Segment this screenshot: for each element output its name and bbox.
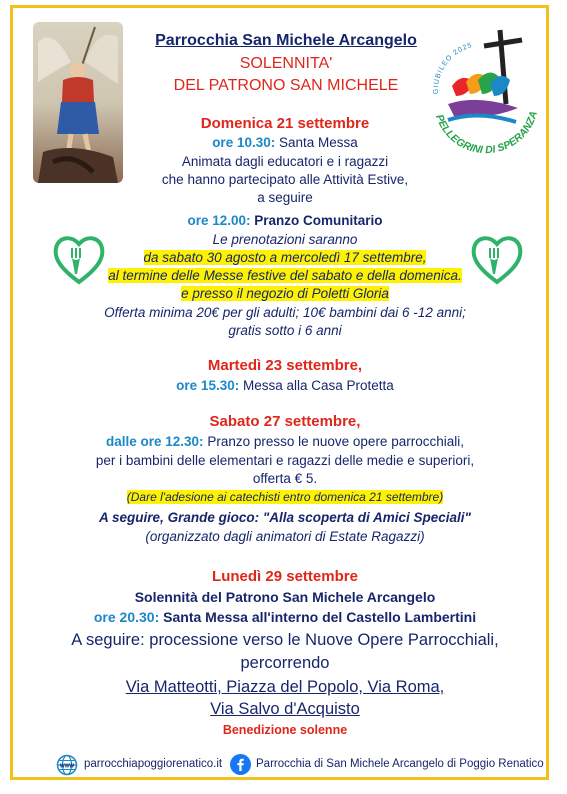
sabato-line-2: per i bambini delle elementari e ragazzi delle medie e superiori, [95,453,475,468]
domenica-line-3: che hanno partecipato alle Attività Estive, [161,172,409,187]
lunedi-time: ore 20.30: [93,609,160,625]
booking-line-3: al termine delle Messe festive del sabato e della domenica. [108,268,462,283]
booking-line-2: da sabato 30 agosto a mercoledì 17 settembre, [143,250,427,265]
website-link[interactable]: parrocchiapoggiorenatico.it [84,758,223,770]
sabato-note: (Dare l'adesione ai catechisti entro domenica 21 settembre) [126,490,444,504]
booking-line-1: Le prenotazioni saranno [212,232,358,247]
martedi-time: ore 15.30: [176,378,240,393]
sabato-text: Pranzo presso le nuove opere parrocchiali, [207,434,464,449]
globe-icon [56,754,78,776]
sabato-game: A seguire, Grande gioco: "Alla scoperta di Amici Speciali" [99,510,471,525]
logo-arc-text: GIUBILEO 2025 [432,41,474,95]
domenica-line-2: Animata dagli educatori e i ragazzi [181,154,389,169]
domenica-time-2: ore 12.00: [187,213,251,228]
sabato-line-1 [80,434,490,449]
heart-fork-icon-right [468,230,526,288]
domenica-lunch-line [100,213,470,228]
title-line-2: DEL PATRONO SAN MICHELE [173,77,399,94]
logo-motto: PELLEGRINI DI SPERANZA [433,109,540,157]
offer-line-1: Offerta minima 20€ per gli adulti; 10€ bambini dai 6 -12 anni; [104,305,466,320]
blessing: Benedizione solenne [222,723,348,737]
domenica-text-2: Pranzo Comunitario [254,213,383,228]
facebook-icon [230,754,251,775]
domenica-line-4: a seguire [257,190,313,205]
martedi-line [100,378,470,393]
parish-name: Parrocchia San Michele Arcangelo [155,32,417,49]
route-line-2: Via Salvo d'Acquisto [210,700,360,718]
domenica-text-1: Santa Messa [279,135,358,150]
martedi-date: Martedì 23 settembre, [207,357,363,374]
procession-line-1: A seguire: processione verso le Nuove Opere Parrocchiali, [71,631,499,649]
lunedi-solemnity: Solennità del Patrono San Michele Arcangelo [134,589,436,605]
procession-line-2: percorrendo [240,654,330,672]
offer-line-2: gratis sotto i 6 anni [228,323,342,338]
sabato-date: Sabato 27 settembre, [209,413,361,430]
sabato-line-3: offerta € 5. [252,471,318,486]
booking-line-4: e presso il negozio di Poletti Gloria [181,286,389,301]
sabato-time: dalle ore 12.30: [106,434,204,449]
facebook-link[interactable]: Parrocchia di San Michele Arcangelo di Poggio Renatico [256,758,544,770]
domenica-date: Domenica 21 settembre [200,115,370,132]
lunedi-date: Lunedì 29 settembre [212,568,358,585]
route-line-1: Via Matteotti, Piazza del Popolo, Via Roma, [125,678,445,696]
title-line-1: SOLENNITA' [239,55,333,72]
lunedi-mass-line [60,609,510,625]
martedi-text: Messa alla Casa Protetta [242,378,394,393]
sabato-organizer: (organizzato dagli animatori di Estate Ragazzi) [145,529,425,544]
lunedi-mass: Santa Messa all'interno del Castello Lambertini [163,609,477,625]
heart-fork-icon-left [50,230,108,288]
domenica-mass-line [100,135,470,150]
domenica-time-1: ore 10.30: [212,135,276,150]
svg-text:WWW: WWW [59,763,75,770]
